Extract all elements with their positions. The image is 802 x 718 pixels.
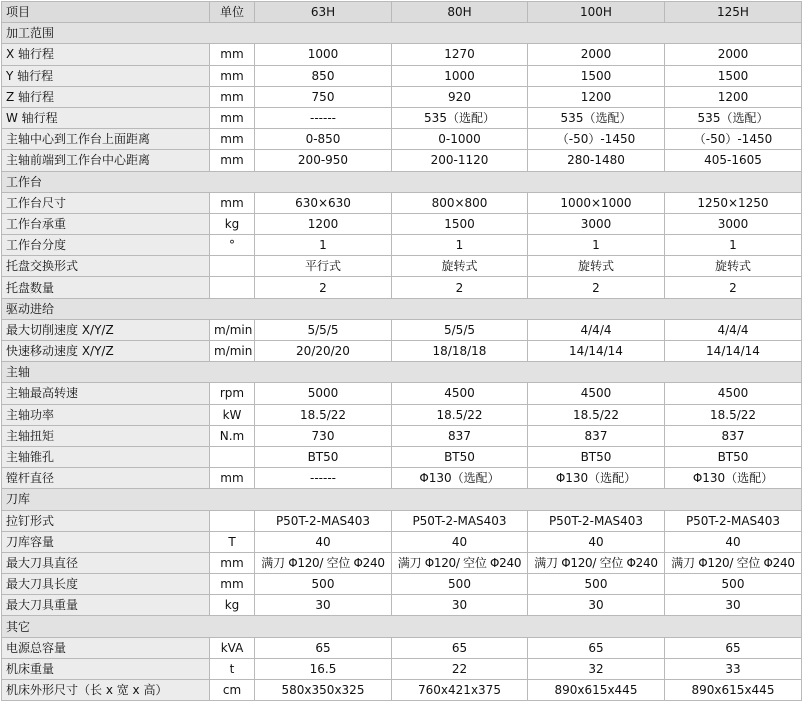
spec-unit: T [210, 531, 255, 552]
spec-value-100h: 满刀 Φ120/ 空位 Φ240 [528, 552, 665, 573]
spec-value-125h: 14/14/14 [665, 341, 802, 362]
spec-unit [210, 256, 255, 277]
spec-name: 主轴中心到工作台上面距离 [2, 129, 210, 150]
spec-value-125h: 1200 [665, 86, 802, 107]
spec-name: 最大刀具直径 [2, 552, 210, 573]
section-header-row [2, 171, 802, 192]
spec-value-63h: 750 [255, 86, 392, 107]
spec-row [2, 277, 802, 298]
spec-value-63h: 730 [255, 425, 392, 446]
spec-unit: mm [210, 468, 255, 489]
spec-value-125h: 500 [665, 574, 802, 595]
spec-row [2, 107, 802, 128]
spec-value-80h: 30 [392, 595, 528, 616]
spec-value-100h: Φ130（选配） [528, 468, 665, 489]
spec-value-63h: 20/20/20 [255, 341, 392, 362]
spec-name: 托盘数量 [2, 277, 210, 298]
spec-name: 主轴锥孔 [2, 446, 210, 467]
spec-value-80h: 535（选配） [392, 107, 528, 128]
spec-value-125h: 535（选配） [665, 107, 802, 128]
section-title: 工作台 [2, 171, 802, 192]
spec-name: 工作台分度 [2, 235, 210, 256]
spec-name: 主轴前端到工作台中心距离 [2, 150, 210, 171]
spec-name: Y 轴行程 [2, 65, 210, 86]
spec-unit: kW [210, 404, 255, 425]
spec-value-125h: 33 [665, 658, 802, 679]
spec-name: Z 轴行程 [2, 86, 210, 107]
spec-name: X 轴行程 [2, 44, 210, 65]
spec-value-125h: 40 [665, 531, 802, 552]
spec-value-63h: P50T-2-MAS403 [255, 510, 392, 531]
spec-row [2, 86, 802, 107]
section-header-row [2, 616, 802, 637]
header-item: 项目 [2, 2, 210, 23]
spec-value-80h: 500 [392, 574, 528, 595]
spec-value-80h: 5/5/5 [392, 319, 528, 340]
header-model-80h: 80H [392, 2, 528, 23]
spec-name: 机床外形尺寸（长 x 宽 x 高） [2, 680, 210, 701]
spec-value-80h: 920 [392, 86, 528, 107]
section-title: 其它 [2, 616, 802, 637]
spec-value-63h: 630×630 [255, 192, 392, 213]
spec-value-63h: 2 [255, 277, 392, 298]
spec-value-100h: 2 [528, 277, 665, 298]
spec-name: 机床重量 [2, 658, 210, 679]
spec-value-80h: Φ130（选配） [392, 468, 528, 489]
spec-unit: mm [210, 86, 255, 107]
section-title: 刀库 [2, 489, 802, 510]
spec-value-125h: 65 [665, 637, 802, 658]
spec-unit: kg [210, 213, 255, 234]
spec-value-125h: 1500 [665, 65, 802, 86]
spec-unit: m/min [210, 341, 255, 362]
spec-row [2, 446, 802, 467]
spec-value-125h: 满刀 Φ120/ 空位 Φ240 [665, 552, 802, 573]
spec-unit: mm [210, 552, 255, 573]
spec-row [2, 256, 802, 277]
spec-table-body [2, 2, 802, 701]
spec-row [2, 404, 802, 425]
spec-value-80h: 满刀 Φ120/ 空位 Φ240 [392, 552, 528, 573]
spec-value-100h: 4/4/4 [528, 319, 665, 340]
spec-value-80h: BT50 [392, 446, 528, 467]
spec-unit: kVA [210, 637, 255, 658]
spec-value-63h: 1000 [255, 44, 392, 65]
spec-name: 工作台承重 [2, 213, 210, 234]
spec-unit: m/min [210, 319, 255, 340]
spec-name: 最大切削速度 X/Y/Z [2, 319, 210, 340]
spec-row [2, 637, 802, 658]
header-row [2, 2, 802, 23]
header-model-63h: 63H [255, 2, 392, 23]
spec-row [2, 129, 802, 150]
spec-value-100h: 2000 [528, 44, 665, 65]
spec-value-100h: 1 [528, 235, 665, 256]
spec-value-100h: 1200 [528, 86, 665, 107]
spec-value-125h: 30 [665, 595, 802, 616]
spec-value-125h: Φ130（选配） [665, 468, 802, 489]
spec-value-125h: 4500 [665, 383, 802, 404]
spec-unit: cm [210, 680, 255, 701]
spec-value-100h: 18.5/22 [528, 404, 665, 425]
spec-value-80h: 22 [392, 658, 528, 679]
spec-value-63h: ------ [255, 468, 392, 489]
spec-value-63h: 1200 [255, 213, 392, 234]
spec-name: 最大刀具长度 [2, 574, 210, 595]
spec-row [2, 213, 802, 234]
spec-value-125h: BT50 [665, 446, 802, 467]
spec-value-80h: 760x421x375 [392, 680, 528, 701]
spec-row [2, 468, 802, 489]
spec-value-125h: 4/4/4 [665, 319, 802, 340]
spec-unit: ° [210, 235, 255, 256]
spec-row [2, 595, 802, 616]
spec-value-63h: BT50 [255, 446, 392, 467]
spec-value-80h: 200-1120 [392, 150, 528, 171]
spec-unit: kg [210, 595, 255, 616]
spec-value-100h: 14/14/14 [528, 341, 665, 362]
spec-value-63h: ------ [255, 107, 392, 128]
spec-value-63h: 18.5/22 [255, 404, 392, 425]
spec-value-125h: 旋转式 [665, 256, 802, 277]
spec-value-80h: 18/18/18 [392, 341, 528, 362]
spec-value-125h: 2 [665, 277, 802, 298]
spec-value-100h: P50T-2-MAS403 [528, 510, 665, 531]
header-unit: 单位 [210, 2, 255, 23]
spec-value-80h: 40 [392, 531, 528, 552]
spec-row [2, 658, 802, 679]
spec-unit: mm [210, 107, 255, 128]
spec-value-80h: 18.5/22 [392, 404, 528, 425]
spec-value-100h: 535（选配） [528, 107, 665, 128]
section-header-row [2, 298, 802, 319]
spec-value-80h: 837 [392, 425, 528, 446]
spec-name: 主轴最高转速 [2, 383, 210, 404]
spec-value-63h: 30 [255, 595, 392, 616]
spec-value-100h: 280-1480 [528, 150, 665, 171]
spec-name: 最大刀具重量 [2, 595, 210, 616]
spec-value-80h: 4500 [392, 383, 528, 404]
spec-name: 主轴扭矩 [2, 425, 210, 446]
spec-row [2, 383, 802, 404]
spec-table [1, 1, 802, 701]
spec-unit [210, 277, 255, 298]
section-title: 主轴 [2, 362, 802, 383]
spec-value-80h: P50T-2-MAS403 [392, 510, 528, 531]
spec-name: 拉钉形式 [2, 510, 210, 531]
spec-unit: mm [210, 65, 255, 86]
spec-unit [210, 446, 255, 467]
spec-value-100h: 32 [528, 658, 665, 679]
section-header-row [2, 489, 802, 510]
spec-value-63h: 满刀 Φ120/ 空位 Φ240 [255, 552, 392, 573]
spec-row [2, 425, 802, 446]
spec-unit: mm [210, 192, 255, 213]
spec-value-63h: 5/5/5 [255, 319, 392, 340]
spec-unit: mm [210, 44, 255, 65]
spec-value-80h: 800×800 [392, 192, 528, 213]
spec-value-100h: 500 [528, 574, 665, 595]
spec-value-125h: P50T-2-MAS403 [665, 510, 802, 531]
spec-value-100h: 837 [528, 425, 665, 446]
spec-value-100h: 1500 [528, 65, 665, 86]
spec-row [2, 552, 802, 573]
spec-value-80h: 1000 [392, 65, 528, 86]
spec-name: 镗杆直径 [2, 468, 210, 489]
section-title: 加工范围 [2, 23, 802, 44]
spec-name: 主轴功率 [2, 404, 210, 425]
section-header-row [2, 362, 802, 383]
spec-value-125h: 3000 [665, 213, 802, 234]
spec-unit: rpm [210, 383, 255, 404]
section-header-row [2, 23, 802, 44]
spec-row [2, 44, 802, 65]
spec-unit: t [210, 658, 255, 679]
spec-value-125h: 2000 [665, 44, 802, 65]
spec-name: 刀库容量 [2, 531, 210, 552]
spec-value-125h: 405-1605 [665, 150, 802, 171]
spec-value-63h: 1 [255, 235, 392, 256]
spec-value-100h: 3000 [528, 213, 665, 234]
spec-value-125h: 1 [665, 235, 802, 256]
spec-unit: mm [210, 150, 255, 171]
section-title: 驱动进给 [2, 298, 802, 319]
spec-value-63h: 200-950 [255, 150, 392, 171]
spec-value-80h: 0-1000 [392, 129, 528, 150]
spec-value-80h: 2 [392, 277, 528, 298]
spec-row [2, 680, 802, 701]
spec-value-80h: 65 [392, 637, 528, 658]
spec-row [2, 531, 802, 552]
spec-row [2, 341, 802, 362]
spec-value-63h: 平行式 [255, 256, 392, 277]
spec-row [2, 574, 802, 595]
spec-unit: mm [210, 129, 255, 150]
spec-value-125h: 1250×1250 [665, 192, 802, 213]
spec-name: W 轴行程 [2, 107, 210, 128]
spec-value-80h: 1500 [392, 213, 528, 234]
spec-value-100h: BT50 [528, 446, 665, 467]
spec-value-63h: 5000 [255, 383, 392, 404]
spec-name: 快速移动速度 X/Y/Z [2, 341, 210, 362]
spec-value-100h: 1000×1000 [528, 192, 665, 213]
spec-unit: mm [210, 574, 255, 595]
spec-value-63h: 40 [255, 531, 392, 552]
spec-value-100h: （-50）-1450 [528, 129, 665, 150]
spec-name: 托盘交换形式 [2, 256, 210, 277]
spec-value-63h: 0-850 [255, 129, 392, 150]
spec-value-63h: 500 [255, 574, 392, 595]
spec-value-63h: 580x350x325 [255, 680, 392, 701]
spec-value-125h: 890x615x445 [665, 680, 802, 701]
spec-row [2, 319, 802, 340]
spec-row [2, 235, 802, 256]
spec-row [2, 65, 802, 86]
spec-name: 工作台尺寸 [2, 192, 210, 213]
spec-value-125h: 837 [665, 425, 802, 446]
spec-row [2, 150, 802, 171]
spec-unit: N.m [210, 425, 255, 446]
spec-value-100h: 40 [528, 531, 665, 552]
spec-value-63h: 65 [255, 637, 392, 658]
spec-value-80h: 1 [392, 235, 528, 256]
spec-value-125h: （-50）-1450 [665, 129, 802, 150]
spec-unit [210, 510, 255, 531]
spec-row [2, 192, 802, 213]
spec-value-63h: 16.5 [255, 658, 392, 679]
spec-value-100h: 30 [528, 595, 665, 616]
spec-value-100h: 65 [528, 637, 665, 658]
spec-value-80h: 1270 [392, 44, 528, 65]
spec-value-100h: 4500 [528, 383, 665, 404]
spec-value-80h: 旋转式 [392, 256, 528, 277]
spec-name: 电源总容量 [2, 637, 210, 658]
spec-value-63h: 850 [255, 65, 392, 86]
spec-value-100h: 旋转式 [528, 256, 665, 277]
spec-row [2, 510, 802, 531]
header-model-125h: 125H [665, 2, 802, 23]
spec-value-125h: 18.5/22 [665, 404, 802, 425]
header-model-100h: 100H [528, 2, 665, 23]
spec-value-100h: 890x615x445 [528, 680, 665, 701]
